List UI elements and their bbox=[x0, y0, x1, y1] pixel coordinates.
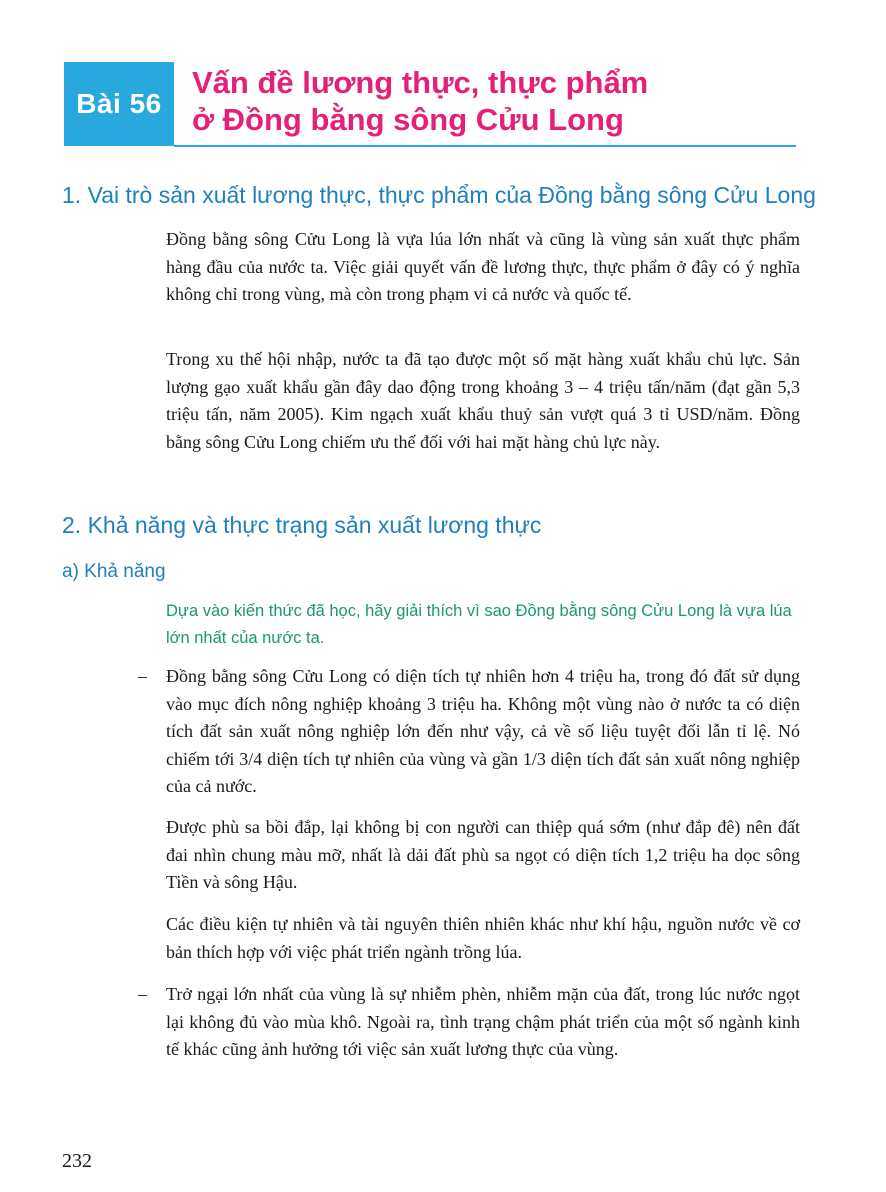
bullet-land-area: Đồng bằng sông Cửu Long có diện tích tự nhiên hơn 4 triệu ha, trong đó đất sử dụng vào mục đích nông nghiệp khoảng 3 triệu ha. Không một vùng nào ở nước ta có diện tích đất sản xuất nông nghiệp lớn đến như vậy, cả về số liệu tuyệt đối lẫn tỉ lệ. Nó chiếm tới 3/4 diện tích tự nhiên của vùng và gần 1/3 diện tích đất sản xuất nông nghiệp của cả nước. bbox=[166, 666, 800, 796]
paragraph-alluvium: Được phù sa bồi đắp, lại không bị con người can thiệp quá sớm (như đắp đê) nên đất đai nhìn chung màu mỡ, nhất là dải đất phù sa ngọt có diện tích 1,2 triệu ha dọc sông Tiền và sông Hậu. bbox=[166, 817, 800, 892]
lesson-number-badge: Bài 56 bbox=[64, 62, 174, 146]
title-divider bbox=[174, 145, 796, 147]
bullet-obstacles: Trở ngại lớn nhất của vùng là sự nhiễm phèn, nhiễm mặn của đất, trong lúc nước ngọt lại không đủ vào mùa khô. Ngoài ra, tình trạng chậm phát triển của một số ngành kinh tế khác cũng ảnh hưởng tới việc sản xuất lương thực của vùng. bbox=[166, 984, 800, 1059]
question-prompt: Dựa vào kiến thức đã học, hãy giải thích vì sao Đồng bằng sông Cửu Long là vựa lúa lớn nhất của nước ta. bbox=[166, 602, 792, 647]
section-1-heading: 1. Vai trò sản xuất lương thực, thực phẩm của Đồng bằng sông Cửu Long bbox=[62, 182, 816, 208]
paragraph-natural-conditions: Các điều kiện tự nhiên và tài nguyên thiên nhiên khác như khí hậu, nguồn nước về cơ bản thích hợp với việc phát triển ngành trồng lúa. bbox=[166, 914, 800, 962]
section-2-heading: 2. Khả năng và thực trạng sản xuất lương thực bbox=[62, 512, 542, 538]
lesson-title-line-1: Vấn đề lương thực, thực phẩm bbox=[192, 65, 649, 100]
subsection-a-heading: a) Khả năng bbox=[62, 561, 166, 582]
bullet-dash: – bbox=[138, 984, 147, 1004]
lesson-title-line-2: ở Đồng bằng sông Cửu Long bbox=[192, 102, 624, 137]
section-1-paragraph-2: Trong xu thế hội nhập, nước ta đã tạo được một số mặt hàng xuất khẩu chủ lực. Sản lượng gạo xuất khẩu gần đây dao động trong khoảng 3 – 4 triệu tấn/năm (đạt gần 5,3 triệu tấn, năm 2005). Kim ngạch xuất khẩu thuỷ sản vượt quá 3 tỉ USD/năm. Đồng bằng sông Cửu Long chiếm ưu thế đối với hai mặt hàng chủ lực này. bbox=[166, 349, 800, 452]
bullet-dash: – bbox=[138, 666, 147, 686]
section-1-paragraph-1: Đồng bằng sông Cửu Long là vựa lúa lớn nhất và cũng là vùng sản xuất thực phẩm hàng đầu của nước ta. Việc giải quyết vấn đề lương thực, thực phẩm ở đây có ý nghĩa không chỉ trong vùng, mà còn trong phạm vi cả nước và quốc tế. bbox=[166, 229, 800, 304]
lesson-title bbox=[192, 64, 802, 138]
page-number: 232 bbox=[62, 1150, 92, 1172]
